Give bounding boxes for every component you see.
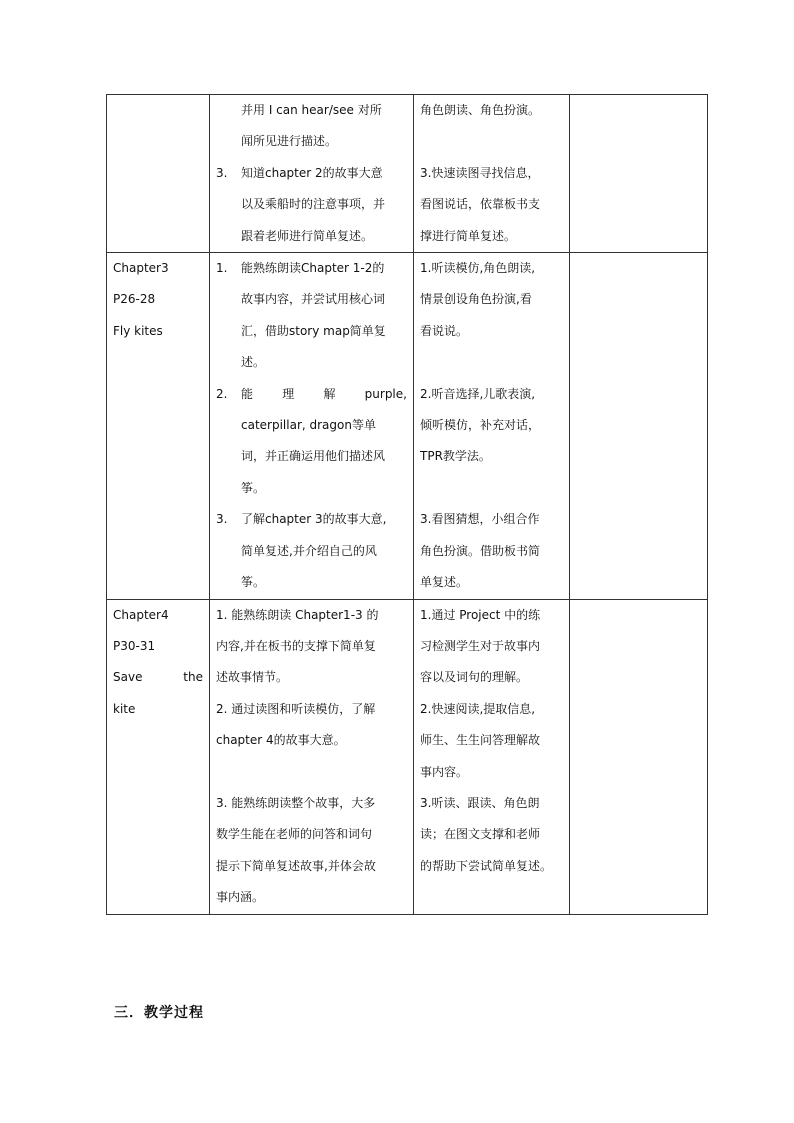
notes-cell xyxy=(570,253,708,599)
table-row xyxy=(107,253,708,599)
section-heading: 三．教学过程 xyxy=(114,1005,204,1021)
objective-text: 2. 通过读图和听读模仿，了解 xyxy=(216,701,376,716)
notes-cell xyxy=(570,599,708,914)
objective-item xyxy=(216,379,407,505)
objective-text: 筝。 xyxy=(241,575,266,590)
item-number: 3. xyxy=(216,165,228,180)
objective-text: 以及乘船时的注意事项，并 xyxy=(241,197,386,212)
lesson-plan-table xyxy=(106,94,708,915)
chapter-pages: P30-31 xyxy=(113,638,156,653)
table-row xyxy=(107,95,708,253)
method-text: 3.看图猜想，小组合作 xyxy=(420,512,540,527)
objective-text: 闻所见进行描述。 xyxy=(241,134,338,149)
chapter-name: Save the xyxy=(113,670,203,685)
objective-text: chapter 4的故事大意。 xyxy=(216,733,346,748)
method-text: 事内容。 xyxy=(420,764,469,779)
objective-text: 了解chapter 3的故事大意, xyxy=(241,512,387,527)
objective-text: 故事内容，并尝试用核心词 xyxy=(241,292,386,307)
method-text: 读；在图文支撑和老师 xyxy=(420,827,541,842)
method-text: 1.通过 Project 中的练 xyxy=(420,607,541,622)
objective-text: 简单复述,并介绍自己的风 xyxy=(241,543,377,558)
objective-item xyxy=(216,504,407,598)
chapter-cell xyxy=(107,599,210,914)
chapter-title: Chapter4 xyxy=(113,607,169,622)
method-text: 1.听读模仿,角色朗读, xyxy=(420,261,536,276)
chapter-cell xyxy=(107,253,210,599)
method-text: 3.听读、跟读、角色朗 xyxy=(420,795,540,810)
objective-text: 筝。 xyxy=(241,480,266,495)
methods-cell xyxy=(414,253,570,599)
item-number: 3. xyxy=(216,512,228,527)
chapter-name: Fly kites xyxy=(113,323,163,338)
objectives-cell xyxy=(210,253,414,599)
objective-text: caterpillar, dragon等单 xyxy=(241,418,376,433)
method-text: 看图说话，依靠板书支 xyxy=(420,197,541,212)
objective-text: 能熟练朗读Chapter 1-2的 xyxy=(241,261,385,276)
method-text: 角色朗读、角色扮演。 xyxy=(420,103,541,117)
chapter-title: Chapter3 xyxy=(113,261,169,276)
objective-text: 提示下简单复述故事,并体会故 xyxy=(216,858,376,873)
method-text: TPR教学法。 xyxy=(420,449,491,464)
method-text: 倾听模仿，补充对话， xyxy=(420,418,541,433)
objective-text: 能 理 解 purple, xyxy=(241,386,407,401)
method-text: 2.快速阅读,提取信息, xyxy=(420,701,536,716)
methods-cell xyxy=(414,599,570,914)
method-text: 情景创设角色扮演,看 xyxy=(420,292,532,307)
objectives-cell xyxy=(210,95,414,253)
method-text: 容以及词句的理解。 xyxy=(420,670,529,685)
item-number: 2. xyxy=(216,386,228,401)
item-number: 1. xyxy=(216,261,228,276)
objective-text: 述。 xyxy=(241,355,266,370)
objective-text: 汇，借助story map简单复 xyxy=(241,323,386,338)
objectives-cell xyxy=(210,599,414,914)
objective-text: 事内涵。 xyxy=(216,890,265,905)
method-text: 的帮助下尝试简单复述。 xyxy=(420,858,553,873)
chapter-cell xyxy=(107,95,210,253)
objective-text: 知道chapter 2的故事大意 xyxy=(241,165,383,180)
methods-cell xyxy=(414,95,570,253)
method-text: 2.听音选择,儿歌表演, xyxy=(420,386,536,401)
objective-text: 3. 能熟练朗读整个故事，大多 xyxy=(216,795,376,810)
objective-item xyxy=(216,253,407,379)
chapter-pages: P26-28 xyxy=(113,292,156,307)
objective-text: 并用 I can hear/see 对所 xyxy=(241,103,382,117)
method-text: 角色扮演。借助板书简 xyxy=(420,543,541,558)
chapter-name: kite xyxy=(113,701,136,716)
objective-item xyxy=(216,158,407,252)
method-text: 师生、生生问答理解故 xyxy=(420,733,541,748)
method-text: 3.快速读图寻找信息， xyxy=(420,165,540,180)
method-text: 习检测学生对于故事内 xyxy=(420,638,541,653)
method-text: 撑进行简单复述。 xyxy=(420,228,517,243)
objective-text: 述故事情节。 xyxy=(216,670,289,685)
objective-text: 跟着老师进行简单复述。 xyxy=(241,228,374,243)
method-text: 看说说。 xyxy=(420,323,469,338)
objective-text: 数学生能在老师的问答和词句 xyxy=(216,827,373,842)
table-row xyxy=(107,599,708,914)
notes-cell xyxy=(570,95,708,253)
objective-text: 内容,并在板书的支撑下简单复 xyxy=(216,638,376,653)
objective-text: 词，并正确运用他们描述风 xyxy=(241,449,386,464)
objective-text: 1. 能熟练朗读 Chapter1-3 的 xyxy=(216,607,379,622)
method-text: 单复述。 xyxy=(420,575,469,590)
